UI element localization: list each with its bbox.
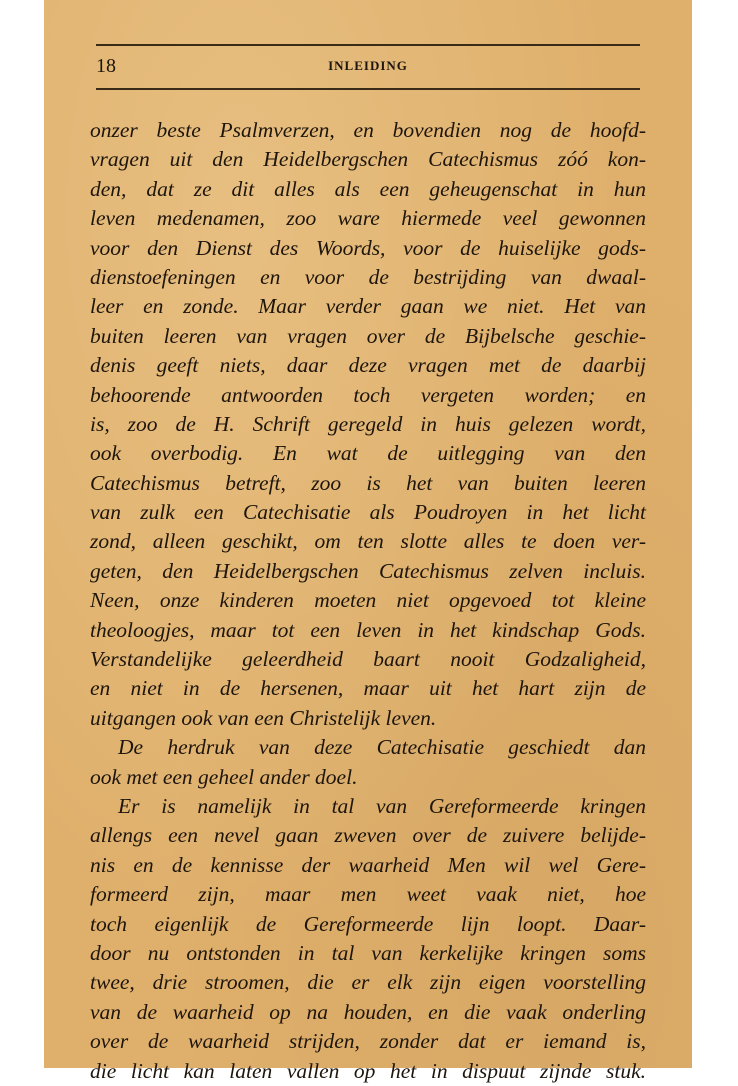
text-line: denis geeft niets, daar deze vragen met de daarbij [90, 353, 646, 378]
text-line: toch eigenlijk de Gereformeerde lijn loopt. Daar- [90, 911, 646, 936]
text-line: dienstoefeningen en voor de bestrijding van dwaal- [90, 264, 646, 289]
text-line: leven medenamen, zoo ware hiermede veel gewonnen [90, 206, 646, 231]
page-number: 18 [96, 55, 116, 77]
header-bottom-rule [96, 88, 640, 90]
text-line: De herdruk van deze Catechisatie geschiedt dan [118, 735, 646, 760]
text-line: en niet in de hersenen, maar uit het hart zijn de [90, 676, 646, 701]
text-line: ook overbodig. En wat de uitlegging van den [90, 441, 646, 466]
text-line: die licht kan laten vallen op het in dispuut zijnde stuk. [90, 1058, 646, 1083]
text-line: twee, drie stroomen, die er elk zijn eigen voorstelling [90, 970, 646, 995]
text-line: is, zoo de H. Schrift geregeld in huis gelezen wordt, [90, 411, 646, 436]
body-text [90, 116, 646, 1086]
text-line: leer en zonde. Maar verder gaan we niet. Het van [90, 294, 646, 319]
text-line: over de waarheid strijden, zonder dat er iemand is, [90, 1029, 646, 1054]
text-line: zond, alleen geschikt, om ten slotte alles te doen ver- [90, 529, 646, 554]
text-line: behoorende antwoorden toch vergeten worden; en [90, 382, 646, 407]
running-title: INLEIDING [328, 58, 408, 73]
text-line: uitgangen ook van een Christelijk leven. [90, 705, 437, 730]
text-line: vragen uit den Heidelbergschen Catechismus zóó kon- [90, 147, 646, 172]
book-page [44, 0, 692, 1083]
text-line: voor den Dienst des Woords, voor de huiselijke gods- [90, 235, 646, 260]
text-line: Catechismus betreft, zoo is het van buiten leeren [90, 470, 646, 495]
text-line: door nu ontstonden in tal van kerkelijke kringen soms [90, 940, 646, 965]
text-line: formeerd zijn, maar men weet vaak niet, hoe [90, 882, 646, 907]
text-line: theoloogjes, maar tot een leven in het kindschap Gods. [90, 617, 646, 642]
text-line: van zulk een Catechisatie als Poudroyen in het licht [90, 500, 646, 525]
text-line: geten, den Heidelbergschen Catechismus zelven incluis. [90, 558, 646, 583]
text-line: onzer beste Psalmverzen, en bovendien nog de hoofd- [90, 118, 646, 142]
text-line: ook met een geheel ander doel. [90, 764, 358, 789]
text-line: Verstandelijke geleerdheid baart nooit Godzaligheid, [90, 647, 646, 672]
text-line: buiten leeren van vragen over de Bijbelsche geschie- [90, 323, 646, 348]
page-header [96, 54, 640, 84]
text-line: Neen, onze kinderen moeten niet opgevoed tot kleine [90, 588, 646, 613]
text-line: nis en de kennisse der waarheid Men wil wel Gere- [90, 852, 646, 877]
text-line: Er is namelijk in tal van Gereformeerde kringen [118, 793, 646, 818]
text-line: allengs een nevel gaan zweven over de zuivere belijde- [90, 823, 646, 848]
text-line: van de waarheid op na houden, en die vaak onderling [90, 999, 646, 1024]
header-top-rule [96, 44, 640, 46]
text-line: den, dat ze dit alles als een geheugenschat in hun [90, 176, 646, 201]
